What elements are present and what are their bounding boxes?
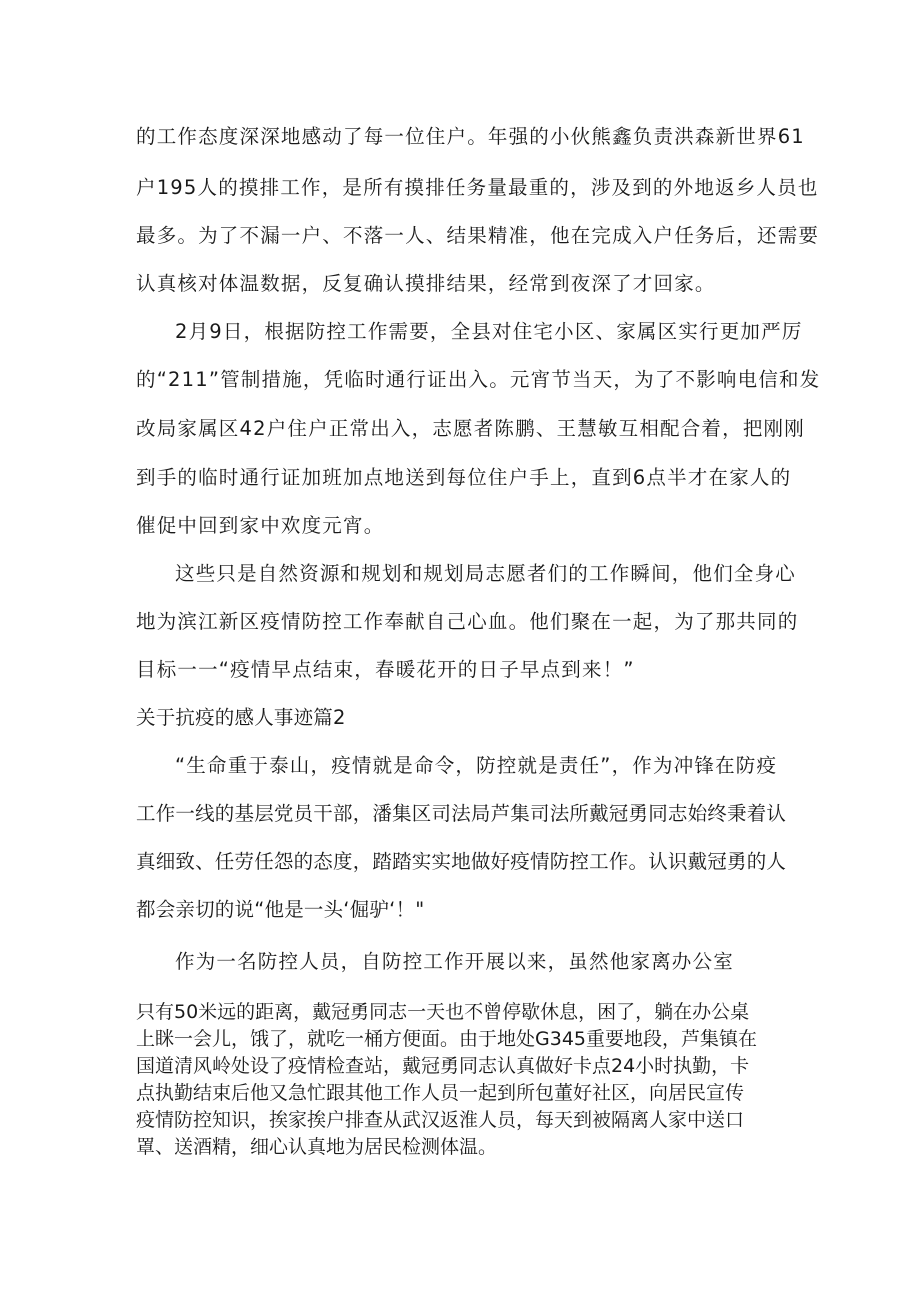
paragraph-4-line-1: “生命重于泰山，疫情就是命令，防控就是责任”，作为冲锋在防疫: [175, 754, 778, 777]
paragraph-6-line-3: 国道清风岭处设了疫情检查站，戴冠勇同志认真做好卡点24小时执勤，卡: [136, 1055, 750, 1077]
section-heading: 关于抗疫的感人事迹篇2: [136, 706, 346, 729]
paragraph-2-line-5: 催促中回到家中欢度元宵。: [136, 514, 385, 537]
paragraph-2-line-1: 2月9日，根据防控工作需要，全县对住宅小区、家属区实行更加严厉: [175, 320, 803, 343]
paragraph-4-line-2: 工作一线的基层党员干部，潘集区司法局芦集司法所戴冠勇同志始终秉着认: [136, 802, 787, 825]
paragraph-6-line-4: 点执勤结束后他又急忙跟其他工作人员一起到所包董好社区，向居民宣传: [136, 1082, 745, 1104]
paragraph-1-line-2: 户195人的摸排工作，是所有摸排任务量最重的，涉及到的外地返乡人员也: [136, 176, 819, 199]
paragraph-2-line-3: 改局家属区42户住户正常出入，志愿者陈鹏、王慧敏互相配合着，把刚刚: [136, 417, 805, 440]
paragraph-6-line-5: 疫情防控知识，挨家挨户排查从武汉返淮人员，每天到被隔离人家中送口: [136, 1109, 745, 1131]
paragraph-1-line-4: 认真核对体温数据，反复确认摸排结果，经常到夜深了才回家。: [136, 272, 716, 295]
paragraph-6-line-1: 只有50米远的距离，戴冠勇同志一天也不曾停歇休息，困了，躺在办公桌: [136, 1001, 750, 1023]
paragraph-4-line-4: 都会亲切的说“他是一头‘倔驴‘！": [136, 898, 425, 921]
paragraph-1-line-1: 的工作态度深深地感动了每一位住户。年强的小伙熊鑫负责洪森新世界61: [136, 125, 805, 148]
paragraph-6-line-6: 罩、送酒精，细心认真地为居民检测体温。: [136, 1136, 498, 1158]
paragraph-2-line-2: 的“211”管制措施，凭临时通行证出入。元宵节当天，为了不影响电信和发: [136, 368, 821, 391]
paragraph-3-line-3: 目标一一“疫情早点结束，春暖花开的日子早点到来！”: [136, 658, 635, 681]
paragraph-3-line-2: 地为滨江新区疫情防控工作奉献自己心血。他们聚在一起，为了那共同的: [136, 610, 799, 633]
paragraph-5-line-1: 作为一名防控人员，自防控工作开展以来，虽然他家离办公室: [175, 950, 734, 973]
paragraph-6-line-2: 上眯一会儿，饿了，就吃一桶方便面。由于地处G345重要地段，芦集镇在: [136, 1028, 757, 1050]
paragraph-1-line-3: 最多。为了不漏一户、不落一人、结果精准，他在完成入户任务后，还需要: [136, 224, 820, 247]
paragraph-2-line-4: 到手的临时通行证加班加点地送到每位住户手上，直到6点半才在家人的: [136, 466, 792, 489]
paragraph-4-line-3: 真细致、任劳任怨的态度，踏踏实实地做好疫情防控工作。认识戴冠勇的人: [136, 850, 787, 873]
paragraph-3-line-1: 这些只是自然资源和规划和规划局志愿者们的工作瞬间，他们全身心: [175, 562, 797, 585]
